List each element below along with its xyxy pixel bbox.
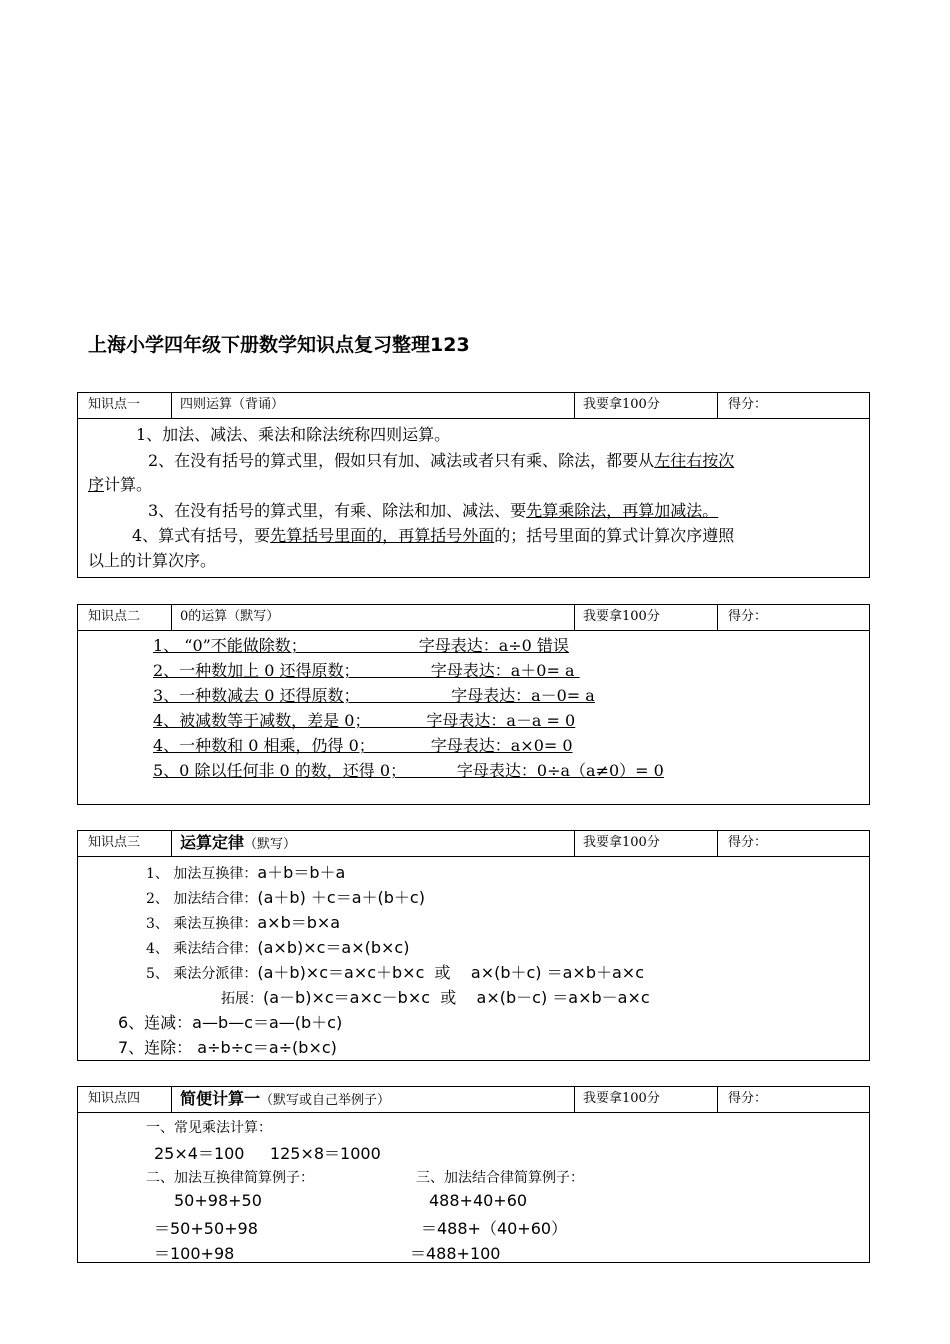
zero-rule: 1、 “0”不能做除数； 字母表达：a÷0 错误 — [153, 636, 569, 655]
score-label: 得分： — [728, 1091, 768, 1106]
target-label: 我要拿100分 — [575, 1087, 718, 1112]
target-label: 我要拿100分 — [575, 605, 718, 630]
knowledge-block-1 — [77, 392, 870, 578]
block-topic: 0的运算（默写） — [172, 605, 575, 630]
page-title: 上海小学四年级下册数学知识点复习整理123 — [88, 334, 470, 356]
zero-rule: 2、一种数加上 0 还得原数； 字母表达：a＋0= a — [153, 661, 580, 680]
block-header — [78, 393, 869, 419]
law-line: 6、连减：a—b—c＝a—(b＋c) — [118, 1013, 343, 1032]
zero-rule: 5、0 除以任何非 0 的数，还得 0； 字母表达：0÷a（a≠0）= 0 — [153, 761, 664, 780]
score-label: 得分： — [728, 609, 768, 624]
calc-line: 25×4＝100 125×8＝1000 — [154, 1144, 381, 1163]
block-label: 知识点二 — [78, 605, 172, 630]
section-heading: 二、加法互换律简算例子： — [146, 1170, 314, 1186]
section-heading: 一、常见乘法计算： — [146, 1120, 272, 1136]
law-line: 1、 加法互换律：a＋b＝b＋a — [146, 863, 346, 882]
score-label: 得分： — [728, 397, 768, 412]
zero-rule: 4、一种数和 0 相乘，仍得 0； 字母表达：a×0= 0 — [153, 736, 573, 755]
rule-line: 序计算。 — [88, 475, 153, 494]
block-label: 知识点四 — [78, 1087, 172, 1112]
zero-rule: 4、被减数等于减数，差是 0； 字母表达：a－a = 0 — [153, 711, 576, 730]
law-line: 2、 加法结合律：(a＋b) ＋c＝a＋(b＋c) — [146, 888, 425, 907]
target-label: 我要拿100分 — [575, 831, 718, 856]
block-header — [78, 1087, 869, 1113]
knowledge-block-3 — [77, 830, 870, 1061]
block-topic: 简便计算一（默写或自己举例子） — [172, 1087, 575, 1112]
rule-line: 4、算式有括号，要先算括号里面的，再算括号外面的；括号里面的算式计算次序遵照 — [132, 526, 735, 545]
knowledge-block-4 — [77, 1086, 870, 1263]
calc-line: 488+40+60 — [429, 1191, 528, 1210]
rule-line: 2、在没有括号的算式里，假如只有加、减法或者只有乘、除法，都要从左往右按次 — [148, 451, 735, 470]
calc-line: ＝488+100 — [410, 1244, 501, 1263]
law-line: 拓展：(a－b)×c＝a×c－b×c 或 a×(b－c) ＝a×b－a×c — [221, 988, 650, 1007]
calc-line: 50+98+50 — [174, 1191, 262, 1210]
score-label: 得分： — [728, 835, 768, 850]
calc-line: ＝50+50+98 — [154, 1219, 258, 1238]
block-label: 知识点三 — [78, 831, 172, 856]
rule-line: 以上的计算次序。 — [88, 551, 217, 570]
knowledge-block-2 — [77, 604, 870, 805]
calc-line: ＝488+（40+60） — [421, 1219, 568, 1238]
rule-line: 1、加法、减法、乘法和除法统称四则运算。 — [136, 425, 451, 444]
law-line: 5、 乘法分派律：(a＋b)×c＝a×c＋b×c 或 a×(b＋c) ＝a×b＋a×c — [146, 963, 645, 982]
section-heading: 三、加法结合律简算例子： — [416, 1170, 584, 1186]
target-label: 我要拿100分 — [575, 393, 718, 418]
zero-rule: 3、一种数减去 0 还得原数； 字母表达：a－0= a — [153, 686, 595, 705]
block-topic: 运算定律（默写） — [172, 831, 575, 856]
block-header — [78, 831, 869, 857]
law-line: 7、连除： a÷b÷c＝a÷(b×c) — [118, 1038, 337, 1057]
calc-line: ＝100+98 — [154, 1244, 235, 1263]
block-header — [78, 605, 869, 631]
block-topic: 四则运算（背诵） — [172, 393, 575, 418]
rule-line: 3、在没有括号的算式里，有乘、除法和加、减法、要先算乘除法，再算加减法。 — [148, 501, 719, 520]
block-label: 知识点一 — [78, 393, 172, 418]
law-line: 3、 乘法互换律：a×b＝b×a — [146, 913, 341, 932]
law-line: 4、 乘法结合律：(a×b)×c＝a×(b×c) — [146, 938, 410, 957]
